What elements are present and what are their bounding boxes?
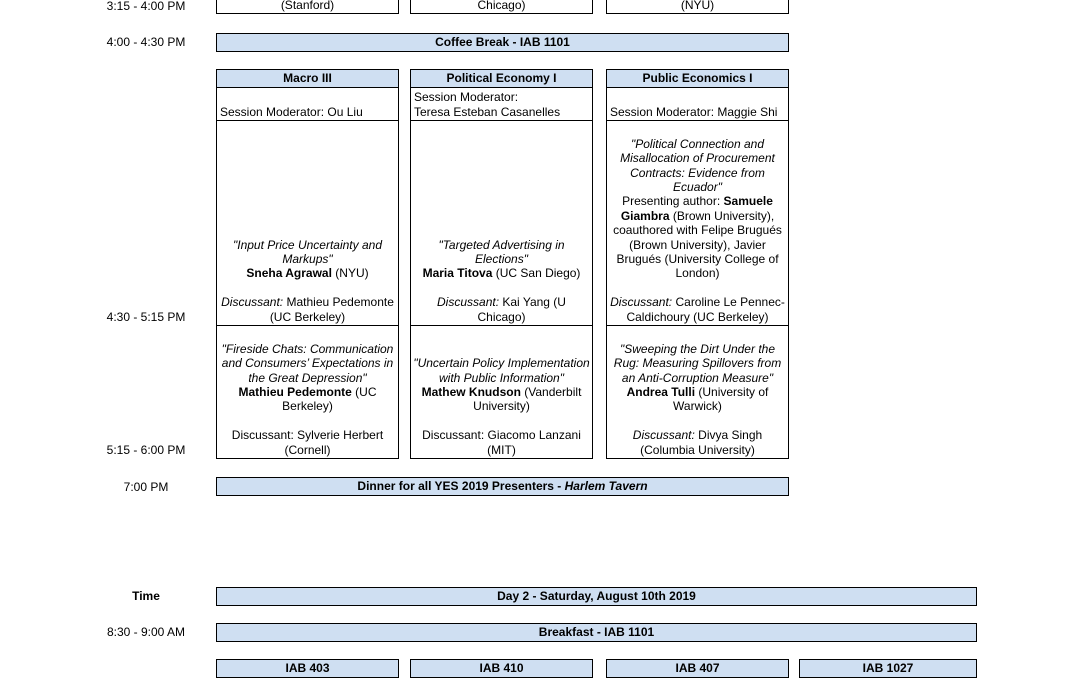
paper-cell-pubecon-1 xyxy=(606,120,789,326)
discussant-name: Divya Singh (Columbia University) xyxy=(640,428,763,457)
paper-author: Samuele Giambra xyxy=(620,194,773,223)
moderator-1-prefix: Session Moderator: xyxy=(220,104,328,119)
time-label-315: 3:15 - 4:00 PM xyxy=(106,0,186,13)
time-label-430: 4:30 - 5:15 PM xyxy=(106,310,186,324)
paper-author: Maria Titova xyxy=(422,266,493,281)
paper-author: Mathew Knudson xyxy=(421,384,521,399)
paper-author: Sneha Agrawal xyxy=(246,266,332,281)
top-cell-1-text: (Stanford) xyxy=(280,0,335,12)
paper-discussant xyxy=(413,295,590,324)
discussant-label: Discussant: xyxy=(437,295,500,310)
moderator-3-line xyxy=(610,105,785,119)
time-label-coffee: 4:00 - 4:30 PM xyxy=(106,35,186,49)
paper-cell-polecon-1 xyxy=(410,120,593,326)
top-cell-3 xyxy=(606,0,789,14)
day2-banner: Day 2 - Saturday, August 10th 2019 xyxy=(216,587,977,606)
top-cell-2 xyxy=(410,0,593,14)
paper-title: "Fireside Chats: Communication and Consumers’ Expectations in the Great Depression" xyxy=(221,341,394,385)
dinner-venue: Harlem Tavern xyxy=(564,479,648,493)
dinner-label: Dinner for all YES 2019 Presenters - xyxy=(357,479,565,493)
paper-title: "Input Price Uncertainty and Markups" xyxy=(232,237,382,266)
top-cell-2-text: Chicago) xyxy=(477,0,526,12)
paper-discussant xyxy=(609,295,786,324)
room-header-iab-403: IAB 403 xyxy=(216,659,399,678)
paper-cell-macro-2 xyxy=(216,325,399,459)
breakfast-banner: Breakfast - IAB 1101 xyxy=(216,623,977,642)
paper-author-line xyxy=(246,266,368,280)
discussant-label: Discussant: xyxy=(221,295,284,310)
discussant-name: Kai Yang (U Chicago) xyxy=(477,295,566,324)
moderator-3-name: Maggie Shi xyxy=(717,104,778,119)
paper-discussant: Discussant: Giacomo Lanzani (MIT) xyxy=(422,428,581,457)
presenting-label: Presenting author: xyxy=(622,194,724,209)
time-label-dinner: 7:00 PM xyxy=(123,480,169,494)
paper-cell-polecon-2 xyxy=(410,325,593,459)
room-header-iab-407: IAB 407 xyxy=(606,659,789,678)
coffee-break-banner: Coffee Break - IAB 1101 xyxy=(216,33,789,52)
dinner-banner xyxy=(216,477,789,496)
discussant-label: Discussant: xyxy=(610,295,673,310)
paper-author-line xyxy=(219,385,396,414)
paper-title: "Targeted Advertising in Elections" xyxy=(438,237,565,266)
room-header-iab-410: IAB 410 xyxy=(410,659,593,678)
discussant-name: Caroline Le Pennec-Caldichoury (UC Berkeley) xyxy=(626,295,785,324)
session-header-public-economics-i: Public Economics I xyxy=(606,69,789,88)
paper-author-line xyxy=(609,385,786,414)
session-header-political-economy-i: Political Economy I xyxy=(410,69,593,88)
paper-affiliation: (Brown University), coauthored with Felipe Brugués (Brown University), Javier Brugués (University College of London) xyxy=(613,208,782,281)
paper-affiliation: (UC San Diego) xyxy=(492,266,581,281)
paper-discussant xyxy=(609,428,786,457)
paper-title: "Uncertain Policy Implementation with Public Information" xyxy=(413,356,590,385)
paper-author-line xyxy=(609,194,786,280)
paper-author-line xyxy=(413,385,590,414)
moderator-3-prefix: Session Moderator: xyxy=(610,104,718,119)
paper-discussant: Discussant: Sylverie Herbert (Cornell) xyxy=(231,428,384,457)
moderator-cell-2 xyxy=(410,87,593,121)
discussant-name: Mathieu Pedemonte (UC Berkeley) xyxy=(269,295,394,324)
paper-author: Andrea Tulli xyxy=(626,384,696,399)
moderator-1-line xyxy=(220,105,395,119)
time-label-breakfast: 8:30 - 9:00 AM xyxy=(106,625,186,639)
moderator-2-name: Teresa Esteban Casanelles xyxy=(414,104,561,119)
top-cell-3-text: (NYU) xyxy=(680,0,715,12)
moderator-cell-1 xyxy=(216,87,399,121)
room-header-iab-1027: IAB 1027 xyxy=(799,659,977,678)
paper-discussant xyxy=(219,295,396,324)
paper-affiliation: (UC Berkeley) xyxy=(282,384,377,414)
paper-cell-pubecon-2 xyxy=(606,325,789,459)
paper-title: "Political Connection and Misallocation of Procurement Contracts: Evidence from Ecuador" xyxy=(620,136,775,194)
paper-cell-macro-1 xyxy=(216,120,399,326)
moderator-1-name: Ou Liu xyxy=(327,104,363,119)
moderator-cell-3 xyxy=(606,87,789,121)
moderator-2-prefix: Session Moderator: xyxy=(414,90,519,105)
paper-author-line xyxy=(423,266,581,280)
paper-affiliation: (NYU) xyxy=(331,266,369,281)
time-column-header: Time xyxy=(132,589,160,603)
discussant-label: Discussant: xyxy=(632,428,695,443)
paper-author: Mathieu Pedemonte xyxy=(238,384,352,399)
top-cell-1 xyxy=(216,0,399,14)
paper-affiliation: (University of Warwick) xyxy=(673,384,769,414)
paper-title: "Sweeping the Dirt Under the Rug: Measuring Spillovers from an Anti-Corruption Measure" xyxy=(613,341,782,385)
paper-affiliation: (Vanderbilt University) xyxy=(473,384,582,414)
session-header-macro-iii: Macro III xyxy=(216,69,399,88)
time-label-515: 5:15 - 6:00 PM xyxy=(106,443,186,457)
